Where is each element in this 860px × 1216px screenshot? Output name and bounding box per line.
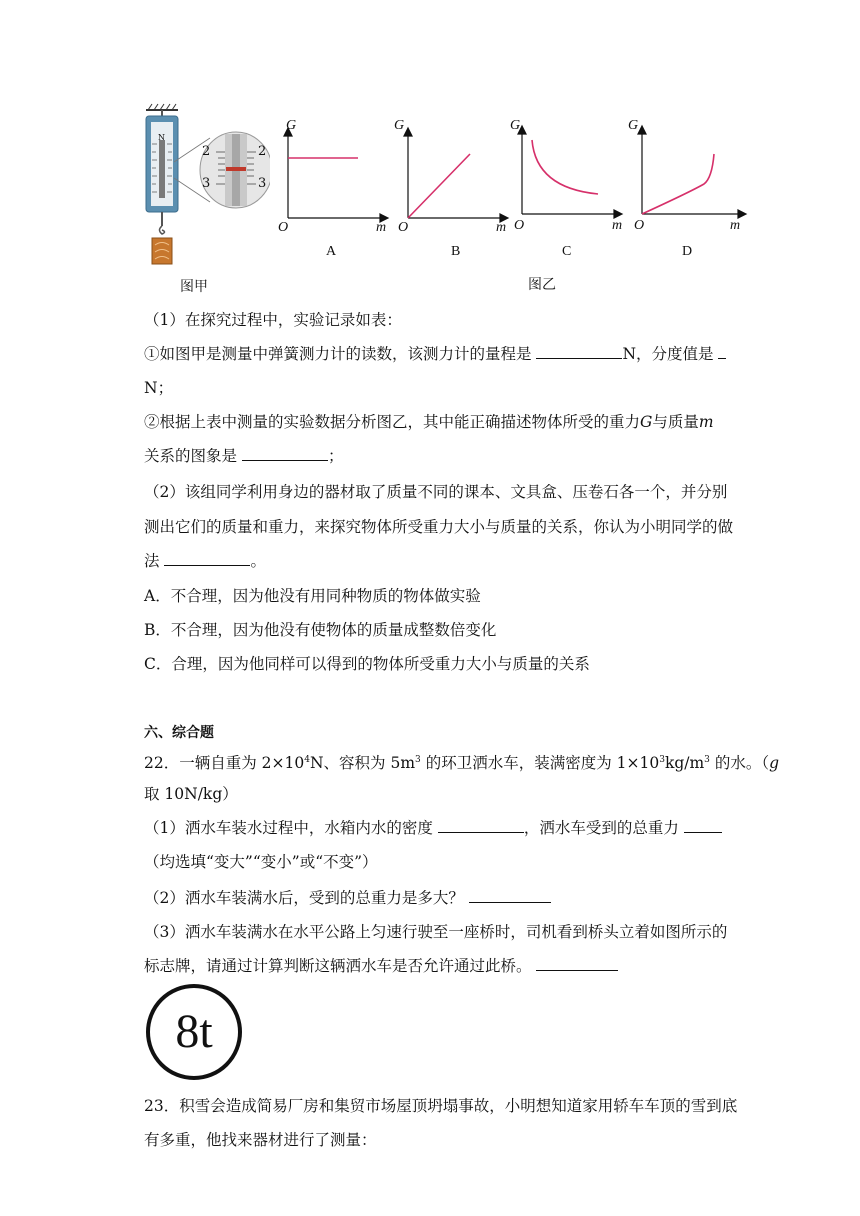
- graph-b-letter: B: [451, 244, 461, 259]
- q23-line1: 23．积雪会造成简易厂房和集贸市场屋顶坍塌事故，小明想知道家用轿车车顶的雪到底: [144, 1097, 738, 1115]
- graph-a-y-label: G: [286, 118, 297, 133]
- q21-part2-l1: （2）该组同学利用身边的器材取了质量不同的课本、文具盒、压卷石各一个，并分别: [144, 483, 728, 501]
- graph-d-curve: [642, 154, 714, 214]
- answer-blank-graph[interactable]: [242, 446, 328, 461]
- caption-yi: 图乙: [528, 277, 556, 293]
- q22-part2: （2）洒水车装满水后，受到的总重力是多大？: [144, 888, 551, 908]
- answer-blank-gravity-change[interactable]: [684, 818, 722, 833]
- graph-c-x-label: m: [612, 218, 623, 233]
- option-c: C．合理，因为他同样可以得到的物体所受重力大小与质量的关系: [144, 655, 590, 673]
- q21-part1b: ②根据上表中测量的实验数据分析图乙，其中能正确描述物体所受的重力G与质量m: [144, 413, 714, 431]
- q22-line2: 取 10N/kg）: [144, 785, 238, 803]
- graph-b-x-label: m: [496, 220, 507, 235]
- graph-c-letter: C: [562, 244, 572, 259]
- scale-mark-3-left: 3: [202, 176, 211, 191]
- graph-d-origin: O: [634, 218, 645, 233]
- scale-mark-2-left: 2: [202, 144, 211, 159]
- q21-part1a-cont: N；: [144, 379, 174, 397]
- graph-c-origin: O: [514, 218, 525, 233]
- scale-mark-2-right: 2: [258, 144, 267, 159]
- graph-a-origin: O: [278, 220, 289, 235]
- q23-line2: 有多重，他找来器材进行了测量：: [144, 1131, 377, 1149]
- answer-blank-density[interactable]: [438, 818, 524, 833]
- caption-jia: 图甲: [180, 279, 208, 295]
- option-b: B．不合理，因为他没有使物体的质量成整数倍变化: [144, 621, 497, 639]
- q22-part3-l2: 标志牌，请通过计算判断这辆洒水车是否允许通过此桥。: [144, 956, 618, 976]
- graph-a-x-label: m: [376, 220, 387, 235]
- graph-b-curve: [408, 154, 470, 218]
- answer-blank-total-gravity[interactable]: [469, 888, 551, 903]
- q21-part2-l3: 法 。: [144, 552, 266, 570]
- q22-line1: 22．一辆自重为 $2\times 10^4N$、容积为 $5m^3$ 的环卫洒水车，装满密度为 $1\times 10^3kg/m^3$ 的水。（g: [144, 754, 780, 773]
- q21-part1a: ①如图甲是测量中弹簧测力计的读数，该测力计的量程是 N，分度值是: [144, 344, 726, 364]
- graph-a-letter: A: [326, 244, 337, 259]
- weight-limit-sign: [146, 984, 242, 1080]
- graph-b-origin: O: [398, 220, 409, 235]
- graph-c-curve: [532, 140, 598, 194]
- scale-unit-label: N: [158, 133, 165, 142]
- answer-blank-division[interactable]: [718, 344, 726, 359]
- answer-blank-method[interactable]: [164, 551, 250, 566]
- q21-part1: （1）在探究过程中，实验记录如表：: [144, 311, 402, 329]
- section-title: 六、综合题: [144, 725, 214, 741]
- graph-b-y-label: G: [394, 118, 405, 133]
- q21-part1b-cont: 关系的图象是 ；: [144, 447, 344, 465]
- answer-blank-range[interactable]: [536, 344, 622, 359]
- option-a: A．不合理，因为他没有用同种物质的物体做实验: [144, 587, 481, 605]
- q22-part1-note: （均选填“变大”“变小”或“不变”）: [144, 853, 378, 871]
- q21-part2-l2: 测出它们的质量和重力，来探究物体所受重力大小与质量的关系，你认为小明同学的做: [144, 518, 734, 536]
- spring-scale-figure: [140, 100, 270, 270]
- q22-part1: （1）洒水车装水过程中，水箱内水的密度 ，洒水车受到的总重力: [144, 818, 722, 838]
- answer-blank-bridge[interactable]: [536, 956, 618, 971]
- q22-part3-l1: （3）洒水车装满水在水平公路上匀速行驶至一座桥时，司机看到桥头立着如图所示的: [144, 923, 728, 941]
- graph-c-y-label: G: [510, 118, 521, 133]
- graph-d-letter: D: [682, 244, 693, 259]
- scale-mark-3-right: 3: [258, 176, 267, 191]
- graph-d-y-label: G: [628, 118, 639, 133]
- weight-limit-text: 8t: [175, 1005, 213, 1058]
- graph-d-x-label: m: [730, 218, 741, 233]
